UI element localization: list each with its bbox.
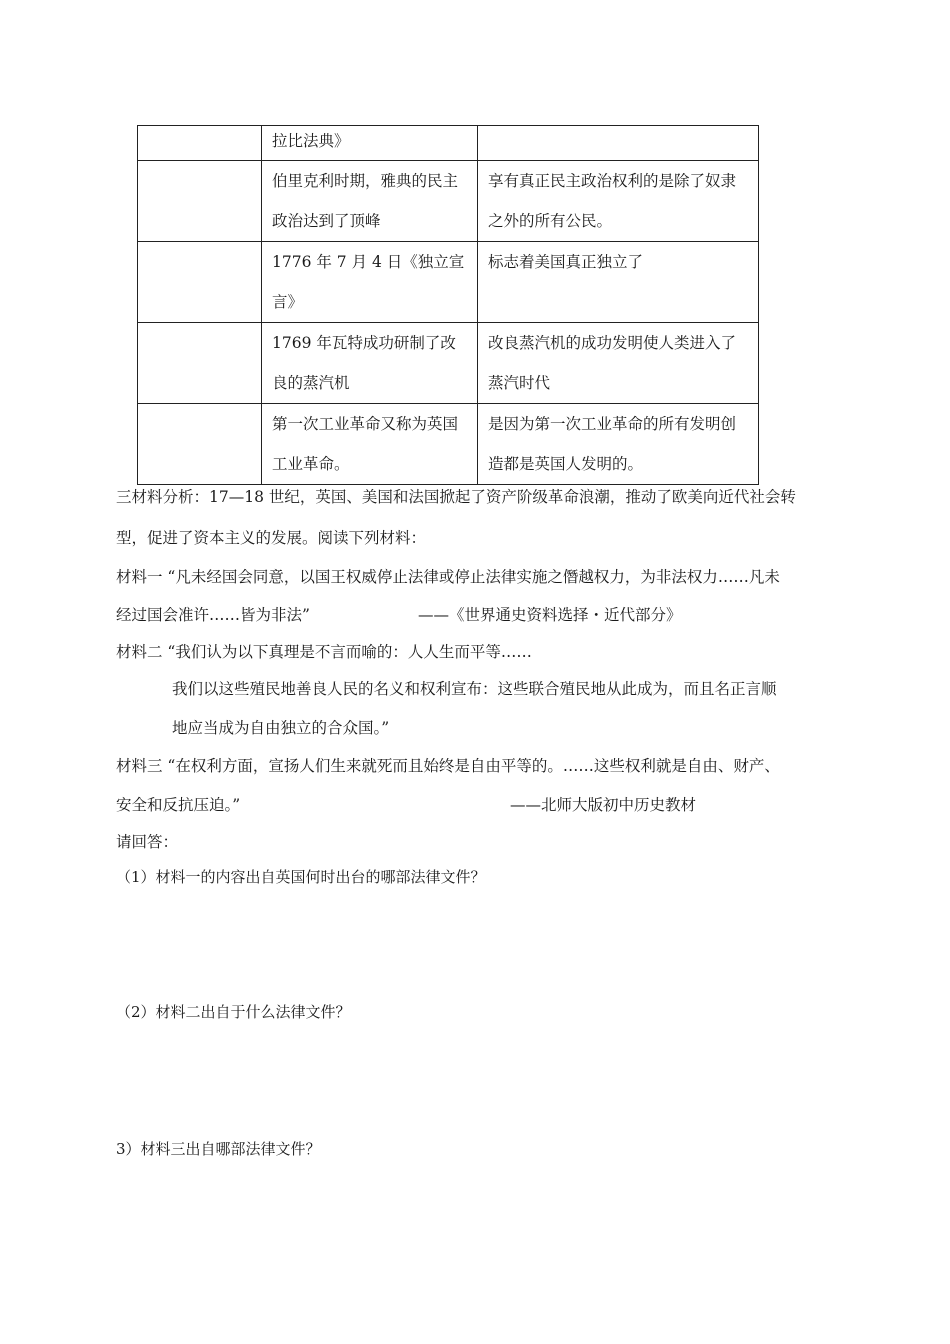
material1-line1: 材料一 “凡未经国会同意，以国王权威停止法律或停止法律实施之僭越权力，为非法权力……凡未 (116, 568, 780, 586)
table-cell: 改良蒸汽机的成功发明使人类进入了蒸汽时代 (478, 323, 759, 404)
material3-line2: 安全和反抗压迫。” (116, 796, 241, 814)
material1-line2: 经过国会准许……皆为非法” (116, 606, 310, 624)
section3-intro-line1: 三材料分析：17—18 世纪，英国、美国和法国掀起了资产阶级革命浪潮，推动了欧美向近代社会转 (116, 488, 796, 506)
table-cell (138, 242, 262, 323)
question-2: （2）材料二出自于什么法律文件？ (116, 1003, 351, 1021)
material3-source: ——北师大版初中历史教材 (510, 796, 697, 814)
table-cell (138, 161, 262, 242)
table-row (138, 161, 759, 242)
material2-line3: 地应当成为自由独立的合众国。” (172, 719, 390, 737)
question-3: 3）材料三出自哪部法律文件？ (116, 1140, 321, 1158)
table-row (138, 323, 759, 404)
table-cell: 伯里克利时期，雅典的民主政治达到了顶峰 (262, 161, 478, 242)
judgement-table (137, 125, 759, 485)
table-cell: 1769 年瓦特成功研制了改良的蒸汽机 (262, 323, 478, 404)
table-cell (138, 126, 262, 161)
table-cell: 1776 年 7 月 4 日《独立宣言》 (262, 242, 478, 323)
material2-line2: 我们以这些殖民地善良人民的名义和权利宣布：这些联合殖民地从此成为，而且名正言顺 (172, 680, 777, 698)
table-cell: 第一次工业革命又称为英国工业革命。 (262, 404, 478, 485)
table-cell (138, 323, 262, 404)
table-row (138, 404, 759, 485)
table-cell: 标志着美国真正独立了 (478, 242, 759, 323)
table-cell: 是因为第一次工业革命的所有发明创造都是英国人发明的。 (478, 404, 759, 485)
material2-line1: 材料二 “我们认为以下真理是不言而喻的：人人生而平等…… (116, 643, 532, 661)
section3-intro-line2: 型，促进了资本主义的发展。阅读下列材料： (116, 529, 427, 547)
table-cell: 拉比法典》 (262, 126, 478, 161)
answer-prompt: 请回答： (116, 833, 179, 851)
table-row (138, 242, 759, 323)
table-cell: 享有真正民主政治权利的是除了奴隶之外的所有公民。 (478, 161, 759, 242)
table-row (138, 126, 759, 161)
material3-line1: 材料三 “在权利方面，宣扬人们生来就死而且始终是自由平等的。……这些权利就是自由、财产、 (116, 757, 780, 775)
question-1: （1）材料一的内容出自英国何时出台的哪部法律文件？ (116, 868, 486, 886)
material1-source: ——《世界通史资料选择・近代部分》 (418, 606, 682, 624)
table-cell (138, 404, 262, 485)
table-cell (478, 126, 759, 161)
